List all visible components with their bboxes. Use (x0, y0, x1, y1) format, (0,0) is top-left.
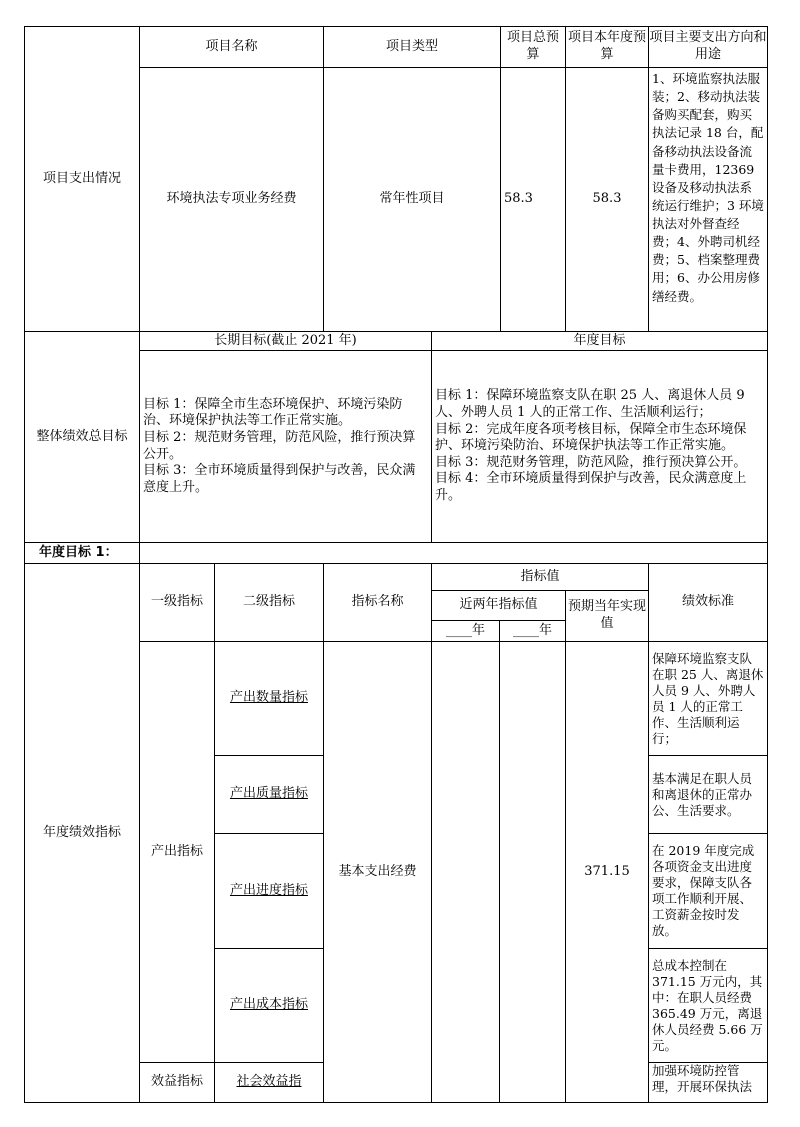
level2-quantity: 产出数量指标 (214, 641, 324, 756)
header-recent-two-years: 近两年指标值 (431, 590, 566, 621)
standard-social-benefit: 加强环境防控管理，开展环保执法 (648, 1062, 768, 1103)
level2-social-benefit: 社会效益指 (214, 1062, 324, 1103)
header-indicator-name: 指标名称 (323, 563, 432, 642)
header-year-a: ____年 (431, 620, 500, 642)
header-project-name: 项目名称 (139, 26, 324, 68)
long-term-header: 长期目标(截止 2021 年) (139, 331, 432, 351)
annual-goal-header: 年度目标 (431, 331, 768, 351)
annual-goal-1-blank (139, 542, 768, 564)
header-level2: 二级指标 (214, 563, 324, 642)
level1-output: 产出指标 (139, 641, 215, 1063)
header-project-type: 项目类型 (323, 26, 501, 68)
section2-label: 整体绩效总目标 (24, 331, 140, 543)
header-year-b: ____年 (499, 620, 566, 642)
header-indicator-value: 指标值 (431, 563, 649, 591)
annual-budget-value: 58.3 (565, 67, 649, 332)
header-usage: 项目主要支出方向和用途 (648, 26, 768, 68)
expected-value: 371.15 (565, 641, 649, 1103)
level1-benefit: 效益指标 (139, 1062, 215, 1103)
standard-quantity: 保障环境监察支队在职 25 人、离退休人员 9 人、外聘人员 1 人的正常工作、生活顺利运行； (648, 641, 768, 756)
standard-cost: 总成本控制在 371.15 万元内，其中：在职人员经费 365.49 万元，离退休人员经费 5.66 万元。 (648, 948, 768, 1063)
level2-progress: 产出进度指标 (214, 833, 324, 949)
header-total-budget: 项目总预算 (500, 26, 566, 68)
level2-cost: 产出成本指标 (214, 948, 324, 1063)
header-level1: 一级指标 (139, 563, 215, 642)
annual-goal-1-title: 年度目标 1： (24, 542, 140, 564)
project-name-value: 环境执法专项业务经费 (139, 67, 324, 332)
header-standard: 绩效标准 (648, 563, 768, 642)
indicator-name-value: 基本支出经费 (323, 641, 432, 1103)
usage-value: 1、环境监察执法服装；2、移动执法装备购买配套，购买执法记录 18 台，配备移动执法设备流量卡费用，12369 设备及移动执法系统运行维护；3 环境执法对外督查经费；4、外聘司机经费；5、档案整理费用；6、办公用房修缮经费。 (648, 67, 768, 332)
long-term-goals: 目标 1：保障全市生态环境保护、环境污染防治、环境保护执法等工作正常实施。 目标 2：规范财务管理，防范风险，推行预决算公开。 目标 3：全市环境质量得到保护与改善，民众满意度上升。 (139, 350, 432, 543)
section3-label: 年度绩效指标 (24, 563, 140, 1103)
section1-label: 项目支出情况 (24, 26, 140, 332)
total-budget-value: 58.3 (500, 67, 566, 332)
year-a-value (431, 641, 500, 1103)
standard-progress: 在 2019 年度完成各项资金支出进度要求，保障支队各项工作顺利开展、工资薪金按时发放。 (648, 833, 768, 949)
header-annual-budget: 项目本年度预算 (565, 26, 649, 68)
header-expected-value: 预期当年实现值 (565, 590, 649, 642)
standard-quality: 基本满足在职人员和离退休的正常办公、生活要求。 (648, 755, 768, 834)
project-type-value: 常年性项目 (323, 67, 501, 332)
year-b-value (499, 641, 566, 1103)
annual-goals: 目标 1：保障环境监察支队在职 25 人、离退休人员 9 人、外聘人员 1 人的正常工作、生活顺利运行； 目标 2：完成年度各项考核目标，保障全市生态环境保护、环境污染防治、环境保护执法等工作正常实施。 目标 3：规范财务管理，防范风险，推行预决算公开。 目标 4：全市环境质量得到保护与改善，民众满意度上升。 (431, 350, 768, 543)
level2-quality: 产出质量指标 (214, 755, 324, 834)
